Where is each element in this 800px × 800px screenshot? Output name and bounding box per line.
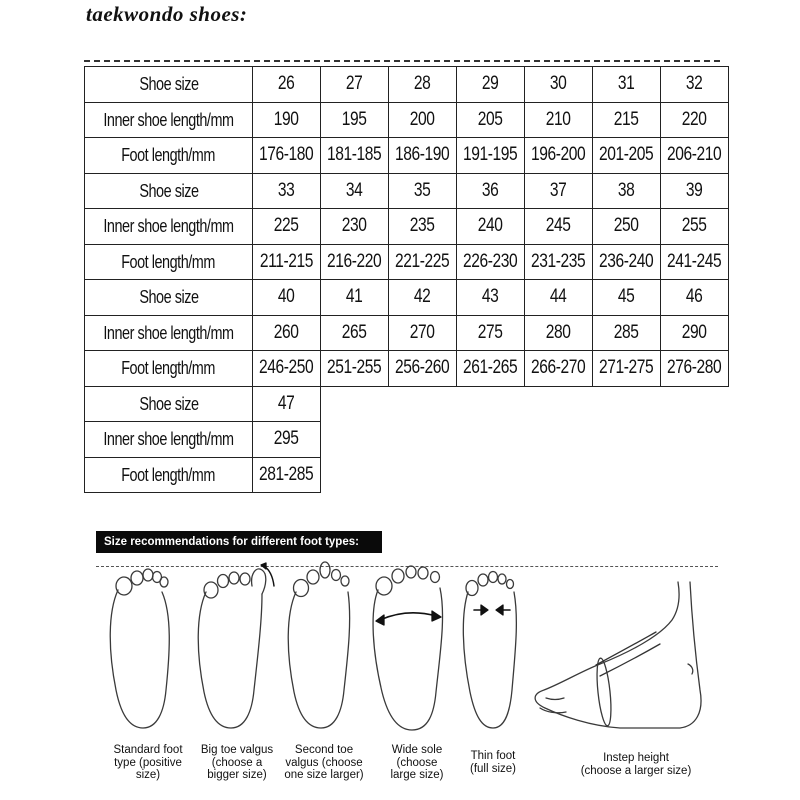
size-cell-inner-length: [660, 102, 728, 138]
size-cell-value: 275: [478, 321, 503, 343]
size-chart-table: [84, 66, 729, 493]
row-label-shoe-size: [85, 173, 253, 209]
thin-foot-icon: [463, 572, 516, 729]
size-cell-value: 31: [618, 73, 635, 95]
size-cell-foot-length: [592, 138, 660, 174]
size-cell-inner-length: [252, 209, 320, 245]
row-label-inner-length: [85, 422, 253, 458]
size-cell-value: 255: [682, 215, 707, 237]
size-cell-foot-length: [660, 138, 728, 174]
size-cell-value: 230: [342, 215, 367, 237]
empty-cell: [388, 386, 456, 422]
size-cell-value: 39: [686, 179, 703, 201]
size-cell-shoe-size: [320, 173, 388, 209]
size-cell-value: 206-210: [667, 144, 722, 166]
size-cell-inner-length: [456, 315, 524, 351]
size-cell-value: 251-255: [327, 357, 382, 379]
size-cell-value: 256-260: [395, 357, 450, 379]
size-cell-value: 235: [410, 215, 435, 237]
caption-standard-foot: Standard foot type (positive size): [113, 744, 183, 781]
size-cell-value: 295: [274, 428, 299, 450]
size-cell-value: 265: [342, 321, 367, 343]
instep-height-foot-icon: [535, 582, 701, 728]
size-cell-value: 221-225: [395, 250, 450, 272]
size-cell-value: 34: [346, 179, 363, 201]
size-cell-value: 260: [274, 321, 299, 343]
size-cell-foot-length: [320, 138, 388, 174]
empty-cell: [660, 457, 728, 493]
size-cell-shoe-size: [660, 173, 728, 209]
size-cell-foot-length: [456, 351, 524, 387]
size-cell-foot-length: [388, 351, 456, 387]
wide-sole-foot-icon: [373, 566, 442, 730]
size-cell-shoe-size: [660, 67, 728, 103]
size-cell-value: 44: [550, 286, 567, 308]
size-cell-foot-length: [320, 244, 388, 280]
size-cell-shoe-size: [252, 280, 320, 316]
size-cell-value: 195: [342, 108, 367, 130]
size-cell-foot-length: [592, 351, 660, 387]
size-cell-inner-length: [320, 315, 388, 351]
size-cell-value: 43: [482, 286, 499, 308]
size-cell-foot-length: [252, 351, 320, 387]
size-row-inner-length: [85, 422, 729, 458]
row-label-text: Foot length/mm: [121, 357, 216, 379]
size-cell-value: 196-200: [531, 144, 586, 166]
row-label-text: Inner shoe length/mm: [103, 428, 234, 450]
size-cell-foot-length: [524, 351, 592, 387]
size-cell-value: 33: [278, 179, 295, 201]
size-cell-value: 26: [278, 73, 295, 95]
size-cell-foot-length: [524, 244, 592, 280]
row-label-inner-length: [85, 315, 253, 351]
empty-cell: [320, 422, 388, 458]
size-cell-inner-length: [660, 315, 728, 351]
row-label-inner-length: [85, 102, 253, 138]
size-cell-shoe-size: [456, 67, 524, 103]
size-cell-value: 240: [478, 215, 503, 237]
size-row-inner-length: [85, 315, 729, 351]
empty-cell: [660, 386, 728, 422]
row-label-shoe-size: [85, 280, 253, 316]
big-toe-valgus-foot-icon: [198, 563, 274, 728]
size-cell-value: 45: [618, 286, 635, 308]
size-cell-shoe-size: [660, 280, 728, 316]
caption-big-toe-valgus: Big toe valgus (choose a bigger size): [200, 744, 274, 781]
top-dashed-divider: [84, 60, 720, 62]
caption-thin-foot: Thin foot (full size): [469, 750, 516, 775]
row-label-text: Shoe size: [138, 286, 199, 308]
empty-cell: [592, 386, 660, 422]
size-cell-value: 211-215: [259, 250, 314, 272]
size-cell-inner-length: [524, 315, 592, 351]
size-cell-shoe-size: [320, 280, 388, 316]
size-cell-shoe-size: [592, 173, 660, 209]
size-cell-value: 205: [478, 108, 503, 130]
caption-wide-sole: Wide sole (choose large size): [390, 744, 444, 781]
size-cell-value: 186-190: [395, 144, 450, 166]
size-cell-inner-length: [388, 209, 456, 245]
empty-cell: [456, 457, 524, 493]
size-cell-value: 200: [410, 108, 435, 130]
size-row-foot-length: [85, 244, 729, 280]
size-cell-value: 231-235: [531, 250, 586, 272]
size-cell-foot-length: [320, 351, 388, 387]
size-row-inner-length: [85, 209, 729, 245]
size-cell-shoe-size: [592, 280, 660, 316]
size-cell-shoe-size: [388, 173, 456, 209]
size-cell-inner-length: [388, 315, 456, 351]
size-cell-inner-length: [456, 102, 524, 138]
size-cell-value: 201-205: [599, 144, 654, 166]
size-cell-value: 181-185: [327, 144, 382, 166]
size-cell-value: 42: [414, 286, 431, 308]
empty-cell: [524, 422, 592, 458]
size-row-foot-length: [85, 138, 729, 174]
size-cell-value: 276-280: [667, 357, 722, 379]
empty-cell: [660, 422, 728, 458]
size-cell-value: 176-180: [259, 144, 314, 166]
foot-type-heading: Size recommendations for different foot types:: [96, 531, 382, 553]
size-cell-inner-length: [252, 102, 320, 138]
size-cell-value: 35: [414, 179, 431, 201]
size-cell-shoe-size: [524, 67, 592, 103]
size-cell-value: 46: [686, 286, 703, 308]
size-cell-foot-length: [252, 244, 320, 280]
size-cell-value: 30: [550, 73, 567, 95]
empty-cell: [592, 457, 660, 493]
size-cell-inner-length: [456, 209, 524, 245]
row-label-shoe-size: [85, 386, 253, 422]
size-cell-value: 40: [278, 286, 295, 308]
size-cell-value: 241-245: [667, 250, 722, 272]
size-cell-value: 36: [482, 179, 499, 201]
row-label-text: Foot length/mm: [121, 250, 216, 272]
size-cell-value: 28: [414, 73, 431, 95]
size-cell-inner-length: [388, 102, 456, 138]
size-cell-value: 270: [410, 321, 435, 343]
empty-cell: [388, 457, 456, 493]
size-cell-value: 281-285: [259, 463, 314, 485]
row-label-foot-length: [85, 138, 253, 174]
size-cell-foot-length: [524, 138, 592, 174]
row-label-text: Foot length/mm: [121, 463, 216, 485]
size-cell-shoe-size: [456, 280, 524, 316]
row-label-foot-length: [85, 351, 253, 387]
size-cell-shoe-size: [252, 67, 320, 103]
empty-cell: [524, 457, 592, 493]
size-cell-inner-length: [592, 315, 660, 351]
row-label-foot-length: [85, 244, 253, 280]
empty-cell: [456, 422, 524, 458]
size-cell-value: 47: [278, 392, 295, 414]
size-cell-inner-length: [592, 209, 660, 245]
row-label-shoe-size: [85, 67, 253, 103]
size-cell-value: 271-275: [599, 357, 654, 379]
size-cell-value: 37: [550, 179, 567, 201]
size-cell-value: 215: [614, 108, 639, 130]
row-label-text: Inner shoe length/mm: [103, 108, 234, 130]
empty-cell: [456, 386, 524, 422]
size-cell-inner-length: [660, 209, 728, 245]
size-cell-inner-length: [524, 209, 592, 245]
size-cell-foot-length: [456, 138, 524, 174]
caption-instep-height: Instep height (choose a larger size): [580, 752, 692, 777]
size-cell-value: 280: [546, 321, 571, 343]
size-cell-value: 32: [686, 73, 703, 95]
size-cell-inner-length: [252, 422, 320, 458]
size-row-shoe-size: [85, 173, 729, 209]
size-cell-value: 246-250: [259, 357, 314, 379]
row-label-text: Inner shoe length/mm: [103, 321, 234, 343]
standard-foot-icon: [110, 569, 169, 728]
size-cell-foot-length: [592, 244, 660, 280]
size-cell-value: 285: [614, 321, 639, 343]
empty-cell: [524, 386, 592, 422]
row-label-text: Inner shoe length/mm: [103, 215, 234, 237]
row-label-text: Shoe size: [138, 73, 199, 95]
size-cell-foot-length: [660, 244, 728, 280]
size-cell-shoe-size: [388, 280, 456, 316]
size-cell-value: 225: [274, 215, 299, 237]
size-cell-value: 190: [274, 108, 299, 130]
size-cell-inner-length: [524, 102, 592, 138]
row-label-inner-length: [85, 209, 253, 245]
size-row-foot-length: [85, 351, 729, 387]
size-cell-value: 29: [482, 73, 499, 95]
size-cell-value: 226-230: [463, 250, 518, 272]
size-cell-inner-length: [320, 102, 388, 138]
size-row-inner-length: [85, 102, 729, 138]
foot-type-illustrations: [0, 560, 800, 750]
size-cell-value: 220: [682, 108, 707, 130]
size-cell-value: 216-220: [327, 250, 382, 272]
row-label-text: Shoe size: [138, 392, 199, 414]
size-cell-shoe-size: [456, 173, 524, 209]
row-label-text: Shoe size: [138, 179, 199, 201]
size-cell-inner-length: [320, 209, 388, 245]
size-cell-value: 245: [546, 215, 571, 237]
size-cell-foot-length: [388, 138, 456, 174]
size-cell-value: 236-240: [599, 250, 654, 272]
size-cell-inner-length: [252, 315, 320, 351]
empty-cell: [592, 422, 660, 458]
size-cell-value: 261-265: [463, 357, 518, 379]
row-label-text: Foot length/mm: [121, 144, 216, 166]
page-title: taekwondo shoes:: [86, 2, 248, 26]
size-cell-value: 210: [546, 108, 571, 130]
empty-cell: [320, 386, 388, 422]
second-toe-valgus-foot-icon: [288, 562, 349, 728]
size-row-shoe-size: [85, 67, 729, 103]
size-cell-foot-length: [660, 351, 728, 387]
size-cell-foot-length: [252, 457, 320, 493]
size-row-foot-length: [85, 457, 729, 493]
size-cell-value: 27: [346, 73, 363, 95]
caption-second-toe-valgus: Second toe valgus (choose one size larger): [284, 744, 364, 781]
size-cell-shoe-size: [252, 173, 320, 209]
size-row-shoe-size: [85, 386, 729, 422]
row-label-foot-length: [85, 457, 253, 493]
size-cell-foot-length: [252, 138, 320, 174]
size-cell-foot-length: [388, 244, 456, 280]
size-cell-value: 266-270: [531, 357, 586, 379]
size-cell-value: 41: [346, 286, 363, 308]
size-cell-value: 290: [682, 321, 707, 343]
size-cell-shoe-size: [524, 173, 592, 209]
size-cell-shoe-size: [592, 67, 660, 103]
size-cell-shoe-size: [320, 67, 388, 103]
size-cell-inner-length: [592, 102, 660, 138]
size-cell-shoe-size: [252, 386, 320, 422]
size-row-shoe-size: [85, 280, 729, 316]
empty-cell: [388, 422, 456, 458]
size-cell-value: 38: [618, 179, 635, 201]
size-cell-foot-length: [456, 244, 524, 280]
size-cell-value: 250: [614, 215, 639, 237]
size-cell-shoe-size: [388, 67, 456, 103]
empty-cell: [320, 457, 388, 493]
size-cell-shoe-size: [524, 280, 592, 316]
size-cell-value: 191-195: [463, 144, 518, 166]
